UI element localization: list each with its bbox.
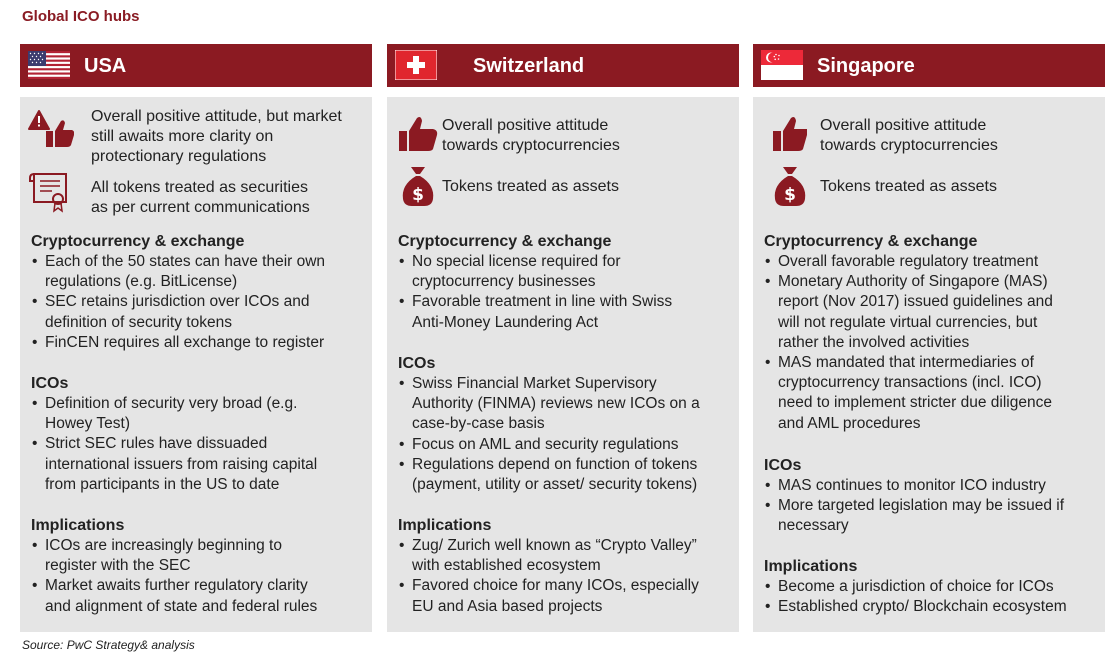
- section-crypto-exchange: [764, 232, 1099, 434]
- section-title: Implications: [398, 517, 492, 534]
- intro-text: Overall positive attitude towards cryptocurrencies: [442, 117, 620, 154]
- section-implications: [764, 557, 1099, 617]
- list-item: • No special license required for cryptocurrency businesses: [398, 252, 733, 292]
- money-bag-icon: [395, 163, 441, 209]
- list-item: • Strict SEC rules have dissuaded international issuers from raising capital from participants in the US to date: [31, 434, 366, 495]
- bullet-list: [764, 577, 1099, 617]
- country-name: USA: [84, 55, 127, 77]
- list-item: • MAS continues to monitor ICO industry: [764, 476, 1099, 496]
- section-title: Implications: [764, 558, 858, 575]
- list-item: • Zug/ Zurich well known as “Crypto Valley” with established ecosystem: [398, 536, 733, 576]
- section-crypto-exchange: [398, 232, 733, 333]
- section-title: ICOs: [398, 355, 436, 372]
- section-icos: [398, 354, 733, 495]
- bullet-list: [31, 394, 366, 495]
- bullet-list: [31, 252, 366, 353]
- bullet-list: [764, 476, 1099, 537]
- section-icos: [764, 456, 1099, 537]
- list-item: • FinCEN requires all exchange to register: [31, 333, 366, 353]
- bullet-list: [398, 252, 733, 333]
- warning-thumbs-up-icon: [28, 109, 74, 155]
- column-header-singapore: [753, 44, 1105, 87]
- section-crypto-exchange: [31, 232, 366, 353]
- bullet-list: [764, 252, 1099, 434]
- list-item: • ICOs are increasingly beginning to register with the SEC: [31, 536, 366, 576]
- list-item: • MAS mandated that intermediaries of cryptocurrency transactions (incl. ICO) need to implement stricter due diligence and AML procedures: [764, 353, 1099, 434]
- section-title: ICOs: [31, 375, 69, 392]
- list-item: • More targeted legislation may be issued if necessary: [764, 496, 1099, 536]
- swiss-flag-icon: [395, 50, 437, 80]
- intro-text: Overall positive attitude towards cryptocurrencies: [820, 117, 998, 154]
- svg-text:$: $: [412, 185, 424, 205]
- intro-text: Overall positive attitude, but market still awaits more clarity on protectionary regulations: [91, 108, 342, 165]
- list-item: • Become a jurisdiction of choice for ICOs: [764, 577, 1099, 597]
- page-title: Global ICO hubs: [22, 8, 140, 25]
- bullet-list: [31, 536, 366, 617]
- column-header-switzerland: [387, 44, 739, 87]
- certificate-icon: [28, 169, 74, 215]
- list-item: • Overall favorable regulatory treatment: [764, 252, 1099, 272]
- column-singapore: [753, 44, 1105, 634]
- column-body-switzerland: [387, 97, 739, 632]
- list-item: • Swiss Financial Market Supervisory Authority (FINMA) reviews new ICOs on a case-by-case basis: [398, 374, 733, 435]
- intro-text: All tokens treated as securities as per current communications: [91, 179, 310, 216]
- column-body-usa: [20, 97, 372, 632]
- section-title: Cryptocurrency & exchange: [31, 233, 245, 250]
- list-item: • Established crypto/ Blockchain ecosystem: [764, 597, 1099, 617]
- section-title: Cryptocurrency & exchange: [764, 233, 978, 250]
- intro-text: Tokens treated as assets: [820, 178, 997, 195]
- list-item: • Market awaits further regulatory clarity and alignment of state and federal rules: [31, 576, 366, 616]
- bullet-list: [398, 374, 733, 495]
- country-name: Singapore: [817, 55, 915, 77]
- list-item: • Focus on AML and security regulations: [398, 435, 733, 455]
- intro-text: Tokens treated as assets: [442, 178, 619, 195]
- list-item: • SEC retains jurisdiction over ICOs and definition of security tokens: [31, 292, 366, 332]
- list-item: • Monetary Authority of Singapore (MAS) report (Nov 2017) issued guidelines and will not regulate virtual currencies, but rather the involved activities: [764, 272, 1099, 353]
- bullet-list: [398, 536, 733, 617]
- section-title: Cryptocurrency & exchange: [398, 233, 612, 250]
- column-switzerland: [387, 44, 739, 634]
- section-implications: [398, 516, 733, 617]
- list-item: • Each of the 50 states can have their own regulations (e.g. BitLicense): [31, 252, 366, 292]
- list-item: • Favorable treatment in line with Swiss Anti-Money Laundering Act: [398, 292, 733, 332]
- list-item: • Regulations depend on function of tokens (payment, utility or asset/ security tokens): [398, 455, 733, 495]
- svg-text:$: $: [784, 185, 796, 205]
- column-header-usa: [20, 44, 372, 87]
- usa-flag-icon: [28, 51, 70, 79]
- list-item: • Definition of security very broad (e.g. Howey Test): [31, 394, 366, 434]
- thumbs-up-icon: [395, 113, 441, 159]
- section-implications: [31, 516, 366, 617]
- source-note: Source: PwC Strategy& analysis: [22, 638, 195, 652]
- section-icos: [31, 374, 366, 495]
- hub-columns: [20, 44, 1105, 634]
- column-body-singapore: [753, 97, 1105, 632]
- column-usa: [20, 44, 372, 634]
- thumbs-up-icon: [761, 113, 807, 159]
- money-bag-icon: [767, 163, 813, 209]
- singapore-flag-icon: [761, 50, 803, 80]
- list-item: • Favored choice for many ICOs, especially EU and Asia based projects: [398, 576, 733, 616]
- section-title: ICOs: [764, 457, 802, 474]
- section-title: Implications: [31, 517, 125, 534]
- country-name: Switzerland: [473, 55, 585, 77]
